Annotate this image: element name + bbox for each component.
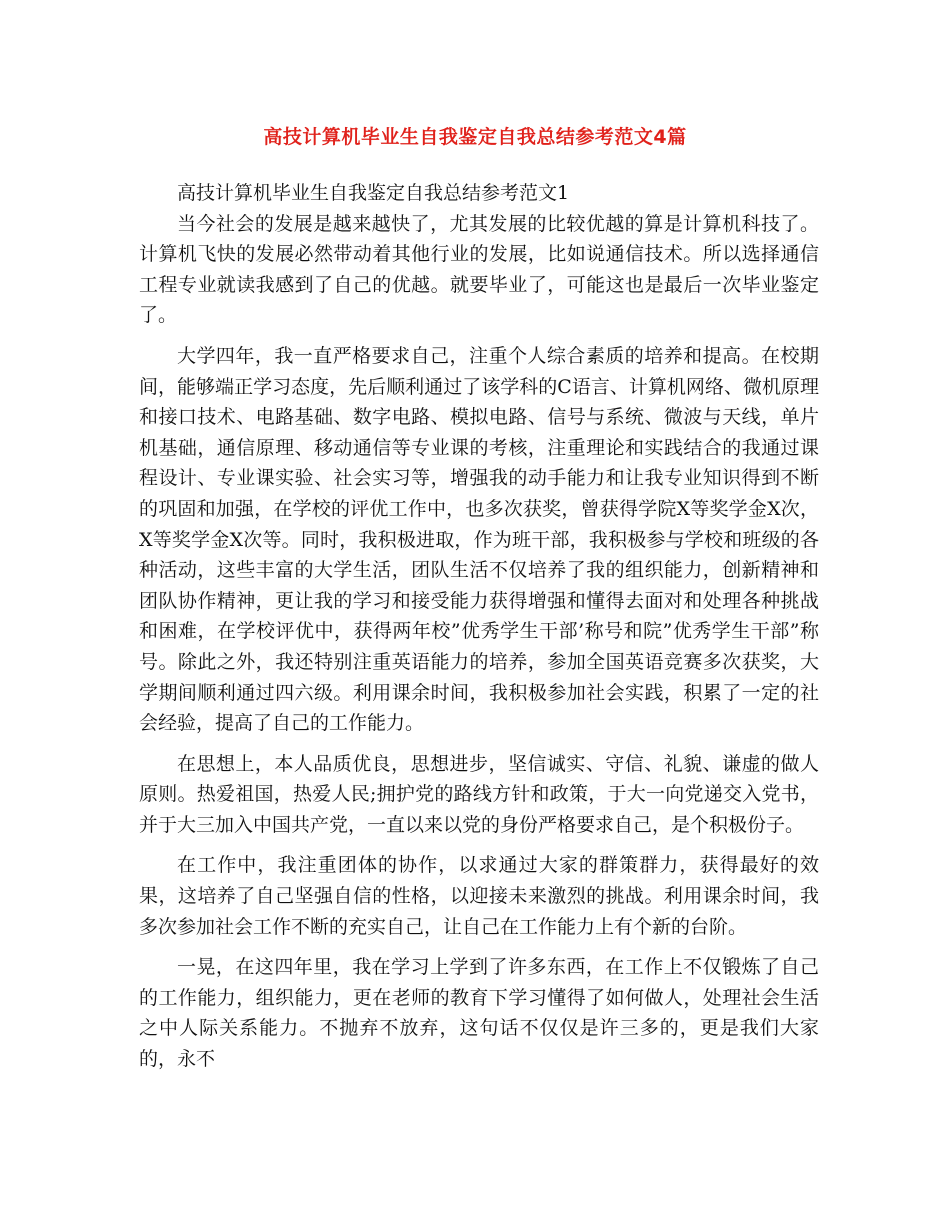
paragraph-ideology: 在思想上，本人品质优良，思想进步，坚信诚实、守信、礼貌、谦虚的做人原则。热爱祖国，热爱人民;拥护党的路线方针和政策，于大一向党递交入党书，并于大三加入中国共产党，一直以来以党的身份严格要求自己，是个积极份子。 [139,752,819,836]
document-title: 高技计算机毕业生自我鉴定自我总结参考范文4篇 [263,126,687,148]
document-body [139,178,819,1085]
paragraph-work: 在工作中，我注重团体的协作，以求通过大家的群策群力，获得最好的效果，这培养了自己坚强自信的性格，以迎接未来激烈的挑战。利用课余时间，我多次参加社会工作不断的充实自己，让自己在工作能力上有个新的台阶。 [139,854,819,938]
paragraph-study: 大学四年，我一直严格要求自己，注重个人综合素质的培养和提高。在校期间，能够端正学习态度，先后顺利通过了该学科的C语言、计算机网络、微机原理和接口技术、电路基础、数字电路、模拟电路、信号与系统、微波与天线，单片机基础，通信原理、移动通信等专业课的考核，注重理论和实践结合的我通过课程设计、专业课实验、社会实习等，增强我的动手能力和让我专业知识得到不断的巩固和加强，在学校的评优工作中，也多次获奖，曾获得学院X等奖学金X次，X等奖学金X次等。同时，我积极进取，作为班干部，我积极参与学校和班级的各种活动，这些丰富的大学生活，团队生活不仅培养了我的组织能力，创新精神和团队协作精神，更让我的学习和接受能力获得增强和懂得去面对和处理各种挑战和困难，在学校评优中，获得两年校”优秀学生干部’称号和院”优秀学生干部”称号。除此之外，我还特别注重英语能力的培养，参加全国英语竞赛多次获奖，大学期间顺利通过四六级。利用课余时间，我积极参加社会实践，积累了一定的社会经验，提高了自己的工作能力。 [139,344,819,735]
section-heading: 高技计算机毕业生自我鉴定自我总结参考范文1 [177,182,570,204]
paragraph-summary: 一晃，在这四年里，我在学习上学到了许多东西，在工作上不仅锻炼了自己的工作能力，组织能力，更在老师的教育下学习懂得了如何做人，处理社会生活之中人际关系能力。不抛弃不放弃，这句话不仅仅是许三多的，更是我们大家的，永不 [139,956,819,1071]
paragraph-intro: 当今社会的发展是越来越快了，尤其发展的比较优越的算是计算机科技了。计算机飞快的发展必然带动着其他行业的发展，比如说通信技术。所以选择通信工程专业就读我感到了自己的优越。就要毕业了，可能这也是最后一次毕业鉴定了。 [139,212,819,327]
